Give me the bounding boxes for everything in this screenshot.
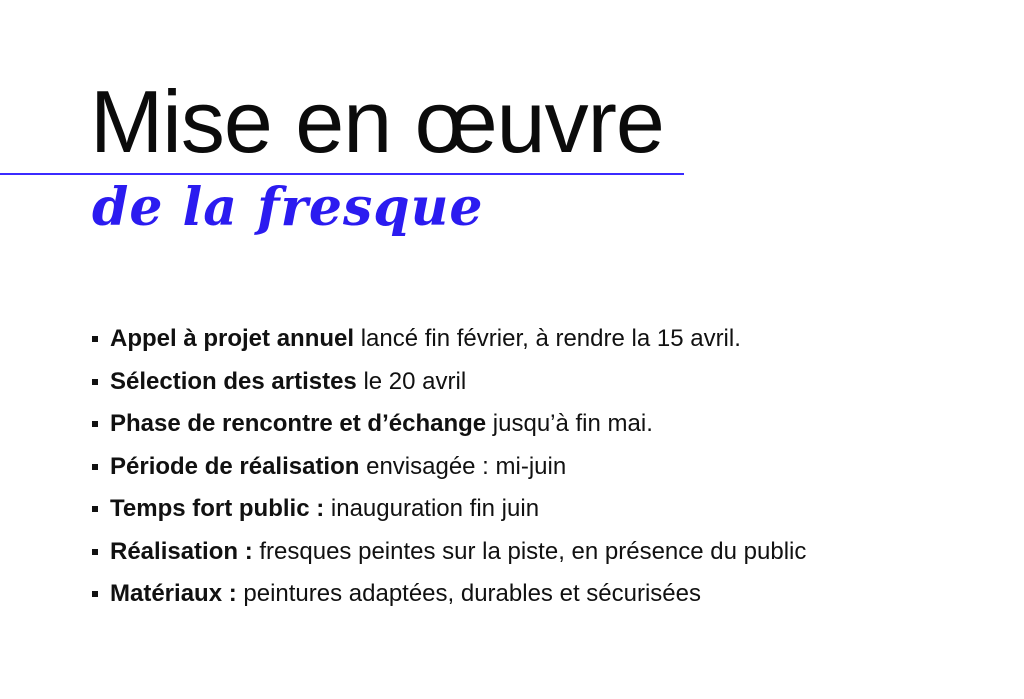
bullet-icon (92, 464, 98, 470)
item-text: inauguration fin juin (324, 495, 540, 523)
list-item (92, 488, 806, 531)
item-bold-label: Appel à projet annuel (110, 325, 355, 353)
item-text: jusqu’à fin mai. (486, 410, 653, 438)
list-item (92, 573, 806, 616)
steps-list (92, 318, 806, 616)
title-underline (0, 173, 684, 175)
item-text: fresques peintes sur la piste, en présence du public (252, 537, 807, 565)
bullet-icon (92, 591, 98, 597)
bullet-icon (92, 379, 98, 385)
page-title: Mise en œuvre (90, 72, 664, 171)
item-text: le 20 avril (356, 367, 467, 395)
bullet-icon (92, 421, 98, 427)
list-item (92, 318, 806, 361)
list-item (92, 446, 806, 489)
item-text: lancé fin février, à rendre la 15 avril. (354, 325, 741, 353)
list-item (92, 403, 806, 446)
item-text: peintures adaptées, durables et sécurisées (236, 580, 701, 608)
item-bold-label: Sélection des artistes (110, 367, 357, 395)
list-item (92, 361, 806, 404)
page-subtitle: de la fresque (92, 177, 484, 238)
item-bold-label: Temps fort public : (110, 495, 325, 523)
list-item (92, 531, 806, 574)
bullet-icon (92, 336, 98, 342)
item-bold-label: Réalisation : (110, 537, 253, 565)
item-bold-label: Période de réalisation (110, 452, 360, 480)
bullet-icon (92, 506, 98, 512)
item-bold-label: Matériaux : (110, 580, 237, 608)
bullet-icon (92, 549, 98, 555)
item-text: envisagée : mi-juin (359, 452, 567, 480)
item-bold-label: Phase de rencontre et d’échange (110, 410, 487, 438)
